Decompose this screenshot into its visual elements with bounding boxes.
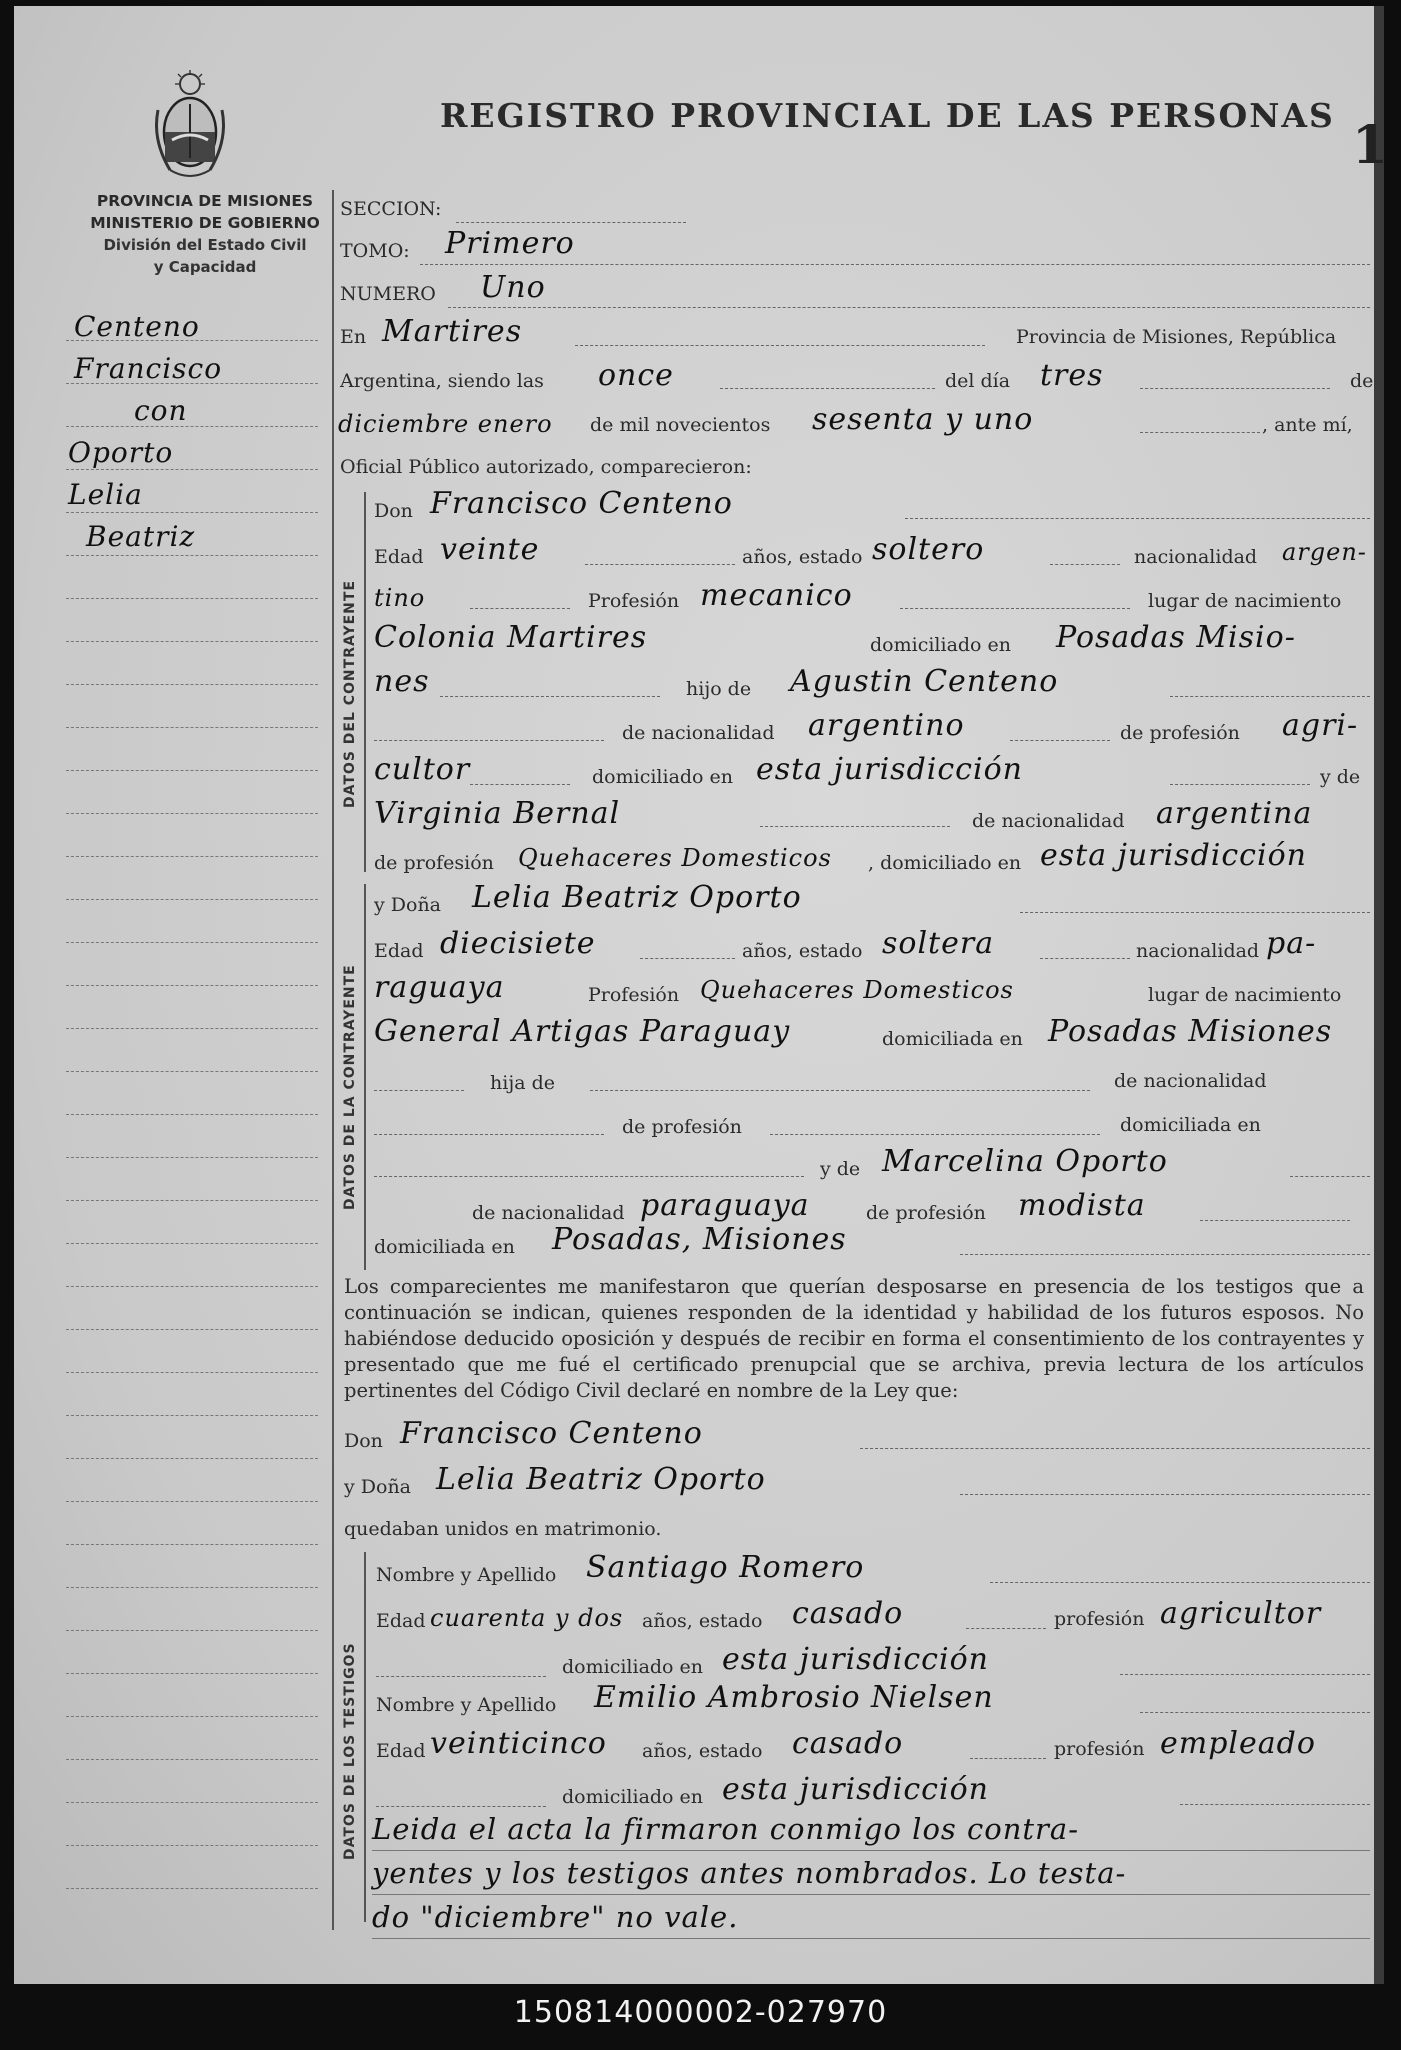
fill-line xyxy=(374,1176,804,1177)
fill-line xyxy=(374,740,604,741)
margin-note-line: Francisco xyxy=(74,352,223,385)
bride-bracket xyxy=(364,884,366,1270)
label-de-profesion: de profesión xyxy=(866,1202,986,1224)
union-bride: Lelia Beatriz Oporto xyxy=(436,1462,766,1497)
declaration-paragraph: Los comparecientes me manifestaron que querían desposarse en presencia de los testigos que a continuación se indican, quienes responden de la identidad y habilidad de los futuros esposos. No habiéndose deducido oposición y después de recibir en forma el consentimiento de los contrayentes y presentado que me fué el certificado prenupcial que se archiva, previa lectura de los artículos pertinentes del Código Civil declaré en nombre de la Ley que: xyxy=(344,1275,1364,1402)
groom-profession: mecanico xyxy=(700,578,853,613)
label-don: Don xyxy=(374,500,413,522)
witness1-name: Santiago Romero xyxy=(586,1550,865,1585)
value-mes: diciembre enero xyxy=(338,410,553,438)
witness1-profession: agricultor xyxy=(1160,1596,1322,1631)
fill-line xyxy=(960,1254,1370,1255)
fill-line xyxy=(440,696,660,697)
groom-nationality-cont: tino xyxy=(374,584,426,612)
header-line-4: y Capacidad xyxy=(153,258,257,276)
label-del-dia: del día xyxy=(945,370,1011,392)
header-line-3: División del Estado Civil xyxy=(103,236,307,254)
fill-line xyxy=(966,1628,1046,1629)
bride-nationality: pa- xyxy=(1266,926,1317,961)
label-de-profesion: de profesión xyxy=(374,852,494,874)
union-groom: Francisco Centeno xyxy=(400,1416,703,1451)
value-anio: sesenta y uno xyxy=(812,402,1034,437)
groom-father-nationality: argentino xyxy=(808,708,965,743)
label-domiciliada-en: domiciliada en xyxy=(1120,1114,1261,1136)
groom-mother-domicile: esta jurisdicción xyxy=(1040,838,1307,873)
margin-rule xyxy=(66,1458,318,1459)
groom-father-profession: agri- xyxy=(1282,708,1359,743)
margin-rule xyxy=(66,985,318,986)
label-don: Don xyxy=(344,1430,383,1452)
margin-rule xyxy=(66,1157,318,1158)
bride-name: Lelia Beatriz Oporto xyxy=(472,880,802,915)
margin-rule xyxy=(66,899,318,900)
value-lugar: Martires xyxy=(382,314,523,349)
label-lugar-nacimiento: lugar de nacimiento xyxy=(1148,984,1342,1006)
value-numero: Uno xyxy=(480,270,546,305)
label-de: de xyxy=(1350,370,1374,392)
witness1-status: casado xyxy=(792,1596,904,1631)
bride-status: soltera xyxy=(882,926,995,961)
side-label-contrayenta: DATOS DE LA CONTRAYENTE xyxy=(342,964,358,1210)
groom-birthplace: Colonia Martires xyxy=(374,620,648,655)
label-de-profesion: de profesión xyxy=(1120,722,1240,744)
bride-domicile: Posadas Misiones xyxy=(1048,1014,1333,1049)
value-dia: tres xyxy=(1040,358,1104,393)
margin-rule xyxy=(66,1630,318,1631)
margin-rule xyxy=(66,1759,318,1760)
margin-rule xyxy=(66,1501,318,1502)
side-label-testigos: DATOS DE LOS TESTIGOS xyxy=(342,1642,358,1860)
margin-rule xyxy=(66,512,318,513)
label-y-dona: y Doña xyxy=(344,1476,412,1498)
fill-line xyxy=(720,388,935,389)
label-y-de: y de xyxy=(1320,766,1361,788)
label-en: En xyxy=(340,326,367,348)
label-anos-estado: años, estado xyxy=(742,546,863,568)
fill-line xyxy=(448,307,1370,308)
label-profesion: Profesión xyxy=(588,984,680,1006)
label-anos-estado: años, estado xyxy=(642,1610,763,1632)
fill-line xyxy=(456,222,686,223)
fill-line xyxy=(470,784,570,785)
value-hora: once xyxy=(598,358,674,393)
bride-mother-profession: modista xyxy=(1018,1188,1146,1223)
label-de-nacionalidad: de nacionalidad xyxy=(622,722,775,744)
label-edad: Edad xyxy=(374,940,424,962)
issuing-authority xyxy=(60,190,350,278)
fill-line xyxy=(970,1758,1046,1759)
margin-rule xyxy=(66,1372,318,1373)
margin-rule xyxy=(66,770,318,771)
fill-line xyxy=(900,608,1130,609)
label-oficial: Oficial Público autorizado, comparecieron: xyxy=(340,456,752,478)
fill-line xyxy=(590,1090,1090,1091)
margin-rule xyxy=(66,1243,318,1244)
fill-line xyxy=(1170,696,1370,697)
fill-line xyxy=(420,264,1370,265)
witness2-name: Emilio Ambrosio Nielsen xyxy=(594,1680,994,1715)
fill-line xyxy=(1020,912,1370,913)
value-tomo: Primero xyxy=(445,226,575,261)
margin-rule xyxy=(66,426,318,427)
witness1-domicile: esta jurisdicción xyxy=(722,1642,989,1677)
ruled-line xyxy=(372,1894,1370,1895)
margin-rule xyxy=(66,1587,318,1588)
label-hijo-de: hijo de xyxy=(686,678,752,700)
ruled-line xyxy=(372,1850,1370,1851)
groom-mother-nationality: argentina xyxy=(1156,796,1313,831)
margin-rule xyxy=(66,469,318,470)
label-domiciliada-en: domiciliada en xyxy=(374,1236,515,1258)
bride-mother: Marcelina Oporto xyxy=(882,1144,1168,1179)
fill-line xyxy=(860,1448,1370,1449)
closing-line: Leida el acta la firmaron conmigo los contra- xyxy=(372,1812,1079,1846)
label-anos-estado: años, estado xyxy=(742,940,863,962)
bride-mother-domicile: Posadas, Misiones xyxy=(552,1222,847,1257)
margin-rule xyxy=(66,684,318,685)
margin-rule xyxy=(66,1329,318,1330)
label-edad: Edad xyxy=(376,1610,426,1632)
margin-rule xyxy=(66,1071,318,1072)
label-profesion: profesión xyxy=(1054,1608,1145,1630)
fill-line xyxy=(640,958,735,959)
groom-status: soltero xyxy=(872,532,985,567)
label-ante-mi: , ante mí, xyxy=(1262,414,1353,436)
fill-line xyxy=(1170,784,1310,785)
label-de-nacionalidad: de nacionalidad xyxy=(1114,1070,1267,1092)
fill-line xyxy=(376,1676,546,1677)
margin-rule xyxy=(66,856,318,857)
margin-note-line: Oporto xyxy=(68,436,174,469)
label-de-profesion: de profesión xyxy=(622,1116,742,1138)
bride-profession: Quehaceres Domesticos xyxy=(700,976,1014,1004)
groom-mother-profession: Quehaceres Domesticos xyxy=(518,844,832,872)
label-y-dona: y Doña xyxy=(374,894,442,916)
label-edad: Edad xyxy=(376,1740,426,1762)
label-numero: NUMERO xyxy=(340,283,436,305)
fill-line xyxy=(374,1090,464,1091)
label-quedaban: quedaban unidos en matrimonio. xyxy=(344,1518,662,1540)
groom-mother: Virginia Bernal xyxy=(374,796,621,831)
margin-rule xyxy=(66,555,318,556)
groom-domicile: Posadas Misio- xyxy=(1056,620,1296,655)
witness2-status: casado xyxy=(792,1726,904,1761)
margin-rule xyxy=(66,1028,318,1029)
fill-line xyxy=(1010,740,1110,741)
fill-line xyxy=(905,518,1370,519)
fill-line xyxy=(470,608,570,609)
fill-line xyxy=(374,1134,604,1135)
fill-line xyxy=(1200,1220,1350,1221)
record-id: 150814000002-027970 xyxy=(513,1995,888,2030)
witness2-domicile: esta jurisdicción xyxy=(722,1772,989,1807)
margin-rule xyxy=(66,1888,318,1889)
fill-line xyxy=(1050,564,1120,565)
witness2-profession: empleado xyxy=(1160,1726,1316,1761)
margin-rule xyxy=(66,1415,318,1416)
margin-rule xyxy=(66,1845,318,1846)
fill-line xyxy=(1140,388,1330,389)
margin-rule xyxy=(66,1114,318,1115)
label-anos-estado: años, estado xyxy=(642,1740,763,1762)
margin-note-line: Centeno xyxy=(74,310,200,343)
label-domiciliado-en: domiciliado en xyxy=(562,1656,704,1678)
margin-note-line: Lelia xyxy=(68,478,143,511)
closing-line: do "diciembre" no vale. xyxy=(372,1900,739,1934)
national-coat-of-arms-icon xyxy=(150,70,230,182)
margin-rule xyxy=(66,1544,318,1545)
label-domiciliado-en: domiciliado en xyxy=(562,1786,704,1808)
margin-rule xyxy=(66,1802,318,1803)
margin-rule xyxy=(66,942,318,943)
label-de-nacionalidad: de nacionalidad xyxy=(972,810,1125,832)
side-label-contrayente: DATOS DEL CONTRAYENTE xyxy=(342,579,358,808)
margin-rule xyxy=(66,1200,318,1201)
bride-age: diecisiete xyxy=(440,926,596,961)
label-seccion: SECCION: xyxy=(340,198,442,220)
header-line-2: MINISTERIO DE GOBIERNO xyxy=(90,214,320,232)
fill-line xyxy=(376,1806,546,1807)
fill-line xyxy=(1290,1176,1370,1177)
fill-line xyxy=(760,826,950,827)
label-de-mil: de mil novecientos xyxy=(590,414,771,436)
label-edad: Edad xyxy=(374,546,424,568)
fill-line xyxy=(1040,958,1130,959)
label-tomo: TOMO: xyxy=(340,240,410,262)
fill-line xyxy=(960,1494,1370,1495)
label-y-de: y de xyxy=(820,1158,861,1180)
witness1-age: cuarenta y dos xyxy=(430,1604,624,1632)
label-domiciliada-en: domiciliada en xyxy=(882,1028,1023,1050)
groom-nationality: argen- xyxy=(1282,538,1367,566)
label-hija-de: hija de xyxy=(490,1072,555,1094)
fill-line xyxy=(1120,1674,1370,1675)
closing-line: yentes y los testigos antes nombrados. Lo testa- xyxy=(372,1856,1127,1890)
bride-mother-nationality: paraguaya xyxy=(640,1188,810,1223)
groom-age: veinte xyxy=(440,532,540,567)
page-number: 1 xyxy=(1352,115,1389,176)
header-line-1: PROVINCIA DE MISIONES xyxy=(96,192,314,210)
fill-line xyxy=(990,1582,1370,1583)
margin-note-line: con xyxy=(134,394,188,427)
groom-bracket xyxy=(364,492,366,872)
label-domiciliado-en: domiciliado en xyxy=(870,634,1012,656)
groom-father-domicile: esta jurisdicción xyxy=(756,752,1023,787)
label-nombre-apellido: Nombre y Apellido xyxy=(376,1694,557,1716)
groom-father-profession-cont: cultor xyxy=(374,752,471,787)
fill-line xyxy=(1180,1804,1370,1805)
label-provincia: Provincia de Misiones, República xyxy=(1016,326,1337,348)
label-profesion: profesión xyxy=(1054,1738,1145,1760)
label-lugar-nacimiento: lugar de nacimiento xyxy=(1148,590,1342,612)
fill-line xyxy=(585,564,735,565)
groom-father: Agustin Centeno xyxy=(790,664,1059,699)
witness2-age: veinticinco xyxy=(430,1726,607,1761)
margin-rule xyxy=(66,641,318,642)
margin-rule xyxy=(66,813,318,814)
label-profesion: Profesión xyxy=(588,590,680,612)
bride-nationality-cont: raguaya xyxy=(374,970,505,1005)
ruled-line xyxy=(372,1938,1370,1939)
document-title: REGISTRO PROVINCIAL DE LAS PERSONAS xyxy=(440,96,1335,135)
label-domiciliado-en: domiciliado en xyxy=(592,766,734,788)
margin-rule xyxy=(66,1286,318,1287)
fill-line xyxy=(1140,1712,1370,1713)
label-nacionalidad: nacionalidad xyxy=(1134,546,1258,568)
label-de-nacionalidad: de nacionalidad xyxy=(472,1202,625,1224)
margin-note-line: Beatriz xyxy=(86,520,196,553)
witness-bracket xyxy=(364,1552,366,1922)
groom-domicile-cont: nes xyxy=(374,664,430,699)
margin-rule xyxy=(66,1673,318,1674)
label-nombre-apellido: Nombre y Apellido xyxy=(376,1564,557,1586)
fill-line xyxy=(575,345,985,346)
margin-rule xyxy=(66,598,318,599)
fill-line xyxy=(1140,432,1260,433)
bride-birthplace: General Artigas Paraguay xyxy=(374,1014,791,1049)
label-domiciliado: , domiciliado en xyxy=(868,852,1022,874)
margin-rule xyxy=(66,1716,318,1717)
margin-rule xyxy=(66,727,318,728)
label-nacionalidad: nacionalidad xyxy=(1136,940,1260,962)
groom-name: Francisco Centeno xyxy=(430,486,733,521)
fill-line xyxy=(770,1134,1100,1135)
column-divider xyxy=(332,190,334,1930)
label-argentina-siendo: Argentina, siendo las xyxy=(340,370,544,392)
